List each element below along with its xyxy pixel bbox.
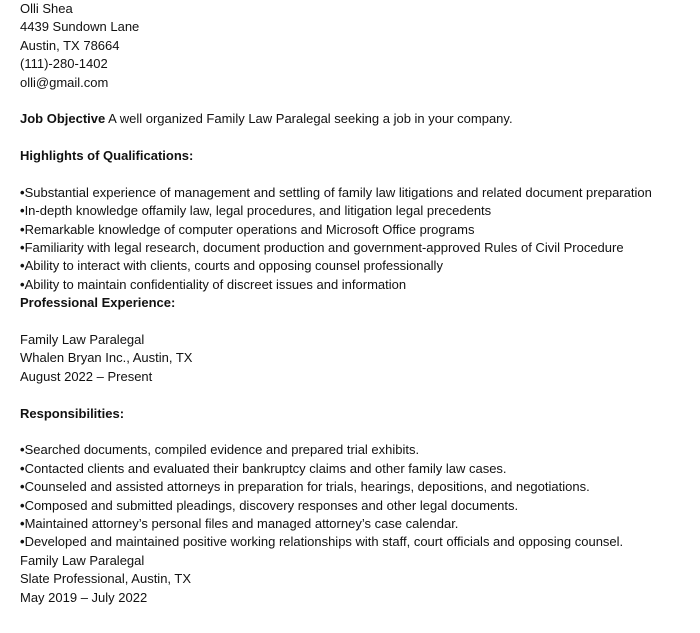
responsibility-item [20, 533, 690, 551]
resume-document [20, 0, 690, 607]
responsibility-text: Maintained attorney’s personal files and managed attorney’s case calendar. [24, 515, 459, 531]
qualification-text: Ability to maintain confidentiality of discreet issues and information [24, 276, 407, 292]
spacer [20, 129, 690, 147]
objective-label: Job Objective [20, 111, 106, 127]
responsibility-item [20, 441, 690, 459]
responsibility-item [20, 497, 690, 515]
job1-dates: August 2022 – Present [20, 368, 153, 384]
qualification-item [20, 257, 690, 275]
contact-address: 4439 Sundown Lane [20, 19, 140, 35]
contact-city: Austin, TX 78664 [20, 37, 120, 53]
responsibility-text: Counseled and assisted attorneys in preparation for trials, hearings, depositions, and negotiations. [24, 479, 590, 495]
qualification-item [20, 221, 690, 239]
qualification-item [20, 276, 690, 294]
responsibility-item [20, 515, 690, 533]
job-objective [20, 110, 690, 128]
spacer [20, 166, 690, 184]
objective-text: A well organized Family Law Paralegal seeking a job in your company. [105, 111, 513, 127]
qualification-text: Ability to interact with clients, courts and opposing counsel professionally [24, 258, 443, 274]
responsibility-text: Searched documents, compiled evidence and prepared trial exhibits. [24, 442, 420, 458]
contact-name: Olli Shea [20, 1, 73, 16]
qualification-text: Remarkable knowledge of computer operations and Microsoft Office programs [24, 221, 475, 237]
responsibility-text: Contacted clients and evaluated their bankruptcy claims and other family law cases. [24, 460, 507, 476]
responsibility-text: Developed and maintained positive working relationships with staff, court officials and opposing counsel. [24, 534, 624, 550]
job2-company: Slate Professional, Austin, TX [20, 571, 192, 587]
contact-email: olli@gmail.com [20, 74, 109, 90]
job1-title: Family Law Paralegal [20, 332, 145, 348]
qualification-text: Substantial experience of management and settling of family law litigations and related document preparation [24, 184, 652, 200]
spacer [20, 92, 690, 110]
job2-dates: May 2019 – July 2022 [20, 589, 148, 605]
qualification-item [20, 239, 690, 257]
job1-company: Whalen Bryan Inc., Austin, TX [20, 350, 193, 366]
spacer [20, 386, 690, 404]
responsibility-item [20, 460, 690, 478]
qualification-text: Familiarity with legal research, document production and government-approved Rules of Civil Procedure [24, 240, 624, 256]
spacer [20, 313, 690, 331]
responsibility-item [20, 478, 690, 496]
spacer [20, 423, 690, 441]
experience-heading: Professional Experience: [20, 295, 176, 311]
qualifications-heading: Highlights of Qualifications: [20, 148, 194, 164]
job2-title: Family Law Paralegal [20, 552, 145, 568]
responsibilities-heading: Responsibilities: [20, 405, 125, 421]
qualification-text: In-depth knowledge offamily law, legal procedures, and litigation legal precedents [24, 203, 492, 219]
qualification-item [20, 202, 690, 220]
responsibility-text: Composed and submitted pleadings, discovery responses and other legal documents. [24, 497, 519, 513]
contact-phone: (111)-280-1402 [20, 56, 108, 72]
qualification-item [20, 184, 690, 202]
